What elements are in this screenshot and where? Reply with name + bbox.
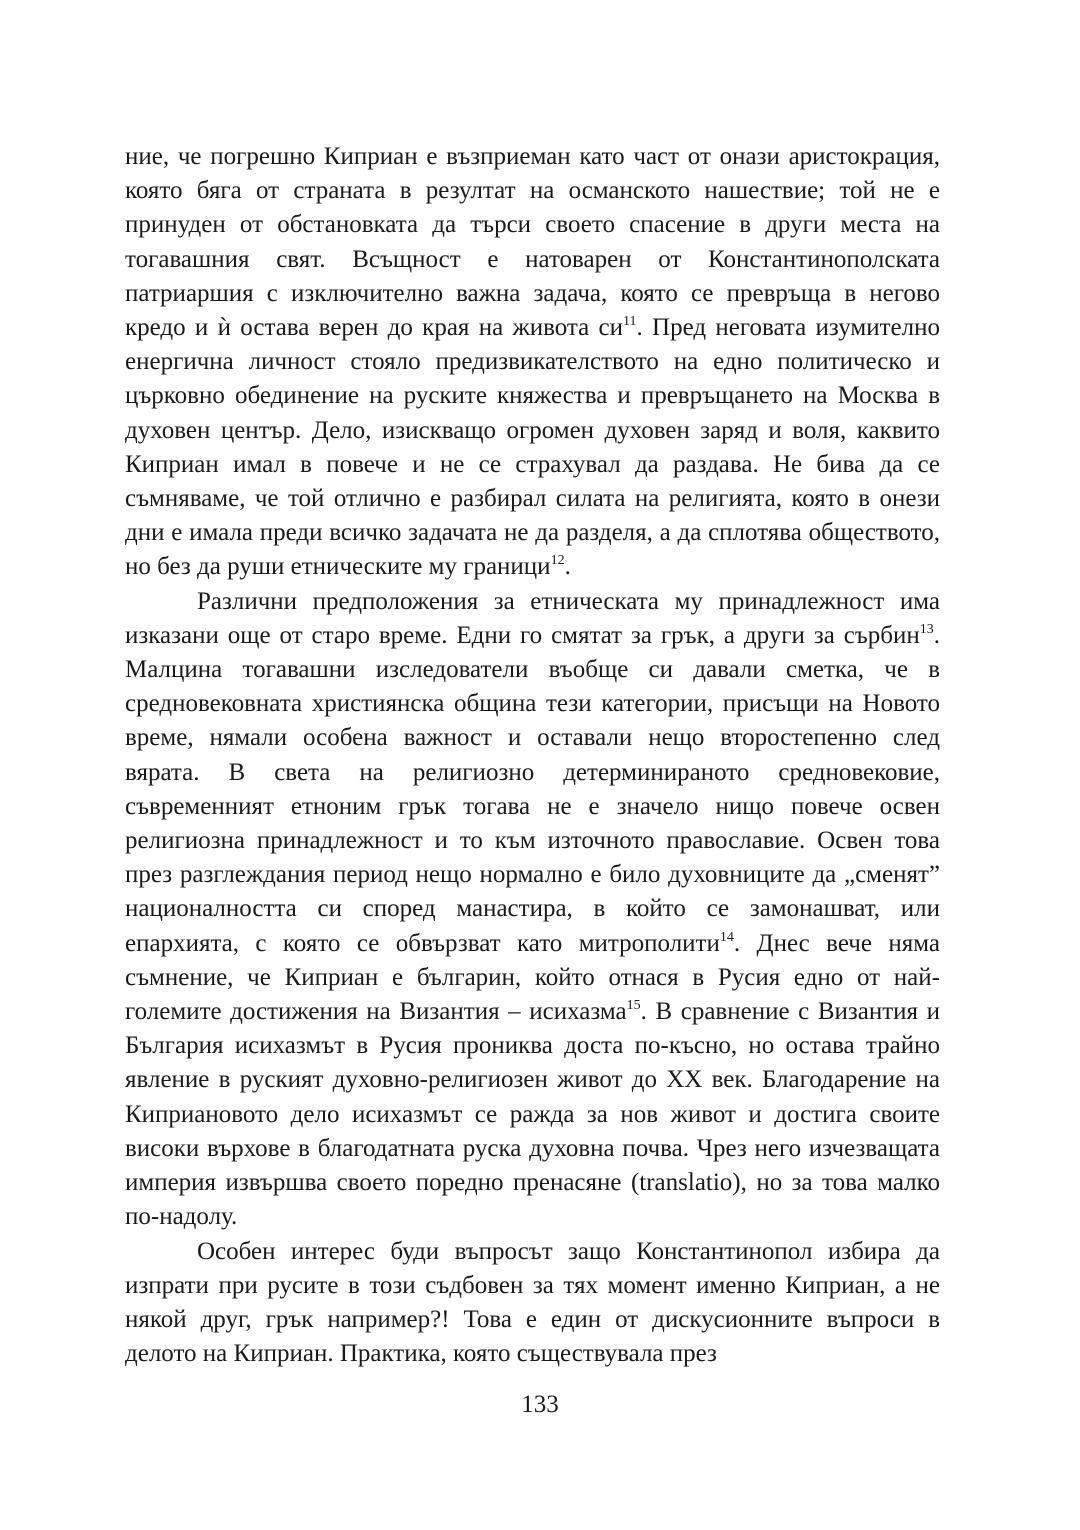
footnote-ref-14[interactable]: 14 bbox=[719, 929, 734, 945]
paragraph-1-text-1: ние, че погрешно Киприан е възприеман като част от онази аристокрация, която бяга от страната в резултат на османското нашествие; той не е принуден от обстановката да търси своето спасение в други места на тогавашния свят. Всъщност е натоварен от Константинополската патриаршия с изключително важна задача, която се превръща в негово кредо и ѝ остава верен до края на живота си bbox=[125, 143, 940, 342]
paragraph-2-text-1: Различни предположения за етническата му принадлежност има изказани още от старо време. Едни го смятат за грък, а други за сърбин bbox=[125, 587, 940, 649]
footnote-ref-12[interactable]: 12 bbox=[550, 553, 565, 569]
footnote-ref-11[interactable]: 11 bbox=[623, 314, 637, 330]
paragraph-2-text-3: . Днес вече няма съмнение, че Киприан е българин, който отнася в Русия едно от най-големите достижения на Византия – исихазма bbox=[125, 929, 940, 1026]
paragraph-2 bbox=[125, 585, 940, 1235]
paragraph-2-text-2: . Малцина тогавашни изследователи въобще си давали сметка, че в средновековната християнска община тези категории, присъщи на Новото време, нямали особена важност и оставали нещо второстепенно след вярата. В света на религиозно детерминираното средновековие, съвременният етноним грък тогава не е значело нищо повече освен религиозна принадлежност и то към източното православие. Освен това през разглеждания период нещо нормално е било духовниците да „сменят” националността си според манастира, в който се замонашват, или епархията, с която се обвързват като митрополити bbox=[125, 621, 940, 957]
paragraph-3 bbox=[125, 1235, 940, 1372]
page-number: 133 bbox=[521, 1391, 559, 1418]
page-body bbox=[125, 140, 940, 1371]
paragraph-1-text-2: . Пред неговата изумително енергична личност стояло предизвикателството на едно политическо и църковно обединение на руските княжества и превръщането на Москва в духовен център. Дело, изискващо огромен духовен заряд и воля, каквито Киприан имал в повече и не се страхувал да раздава. Не бива да се съмняваме, че той отлично е разбирал силата на религията, която в онези дни е имала преди всичко задачата не да разделя, а да сплотява обществото, но без да руши етническите му граници bbox=[125, 314, 941, 581]
paragraph-3-text-1: Особен интерес буди въпросът защо Константинопол избира да изпрати при русите в този съдбовен за тях момент именно Киприан, а не някой друг, грък например?! Това е един от дискусионните въпроси в делото на Киприан. Практика, която съществувала през bbox=[125, 1237, 940, 1368]
paragraph-1-text-3: . bbox=[564, 553, 571, 581]
paragraph-2-text-4: . В сравнение с Византия и България исихазмът в Русия прониква доста по-късно, но остава трайно явление в руският духовно-религиозен живот до XX век. Благодарение на Киприановото дело исихазмът се ражда за нов живот и достига своите високи върхове в благодатната руска духовна почва. Чрез него изчезващата империя извършва своето поредно пренасяне (translatio), но за това малко по-надолу. bbox=[125, 998, 940, 1231]
footnote-ref-13[interactable]: 13 bbox=[919, 621, 934, 637]
paragraph-1 bbox=[125, 140, 940, 585]
footnote-ref-15[interactable]: 15 bbox=[626, 998, 641, 1014]
